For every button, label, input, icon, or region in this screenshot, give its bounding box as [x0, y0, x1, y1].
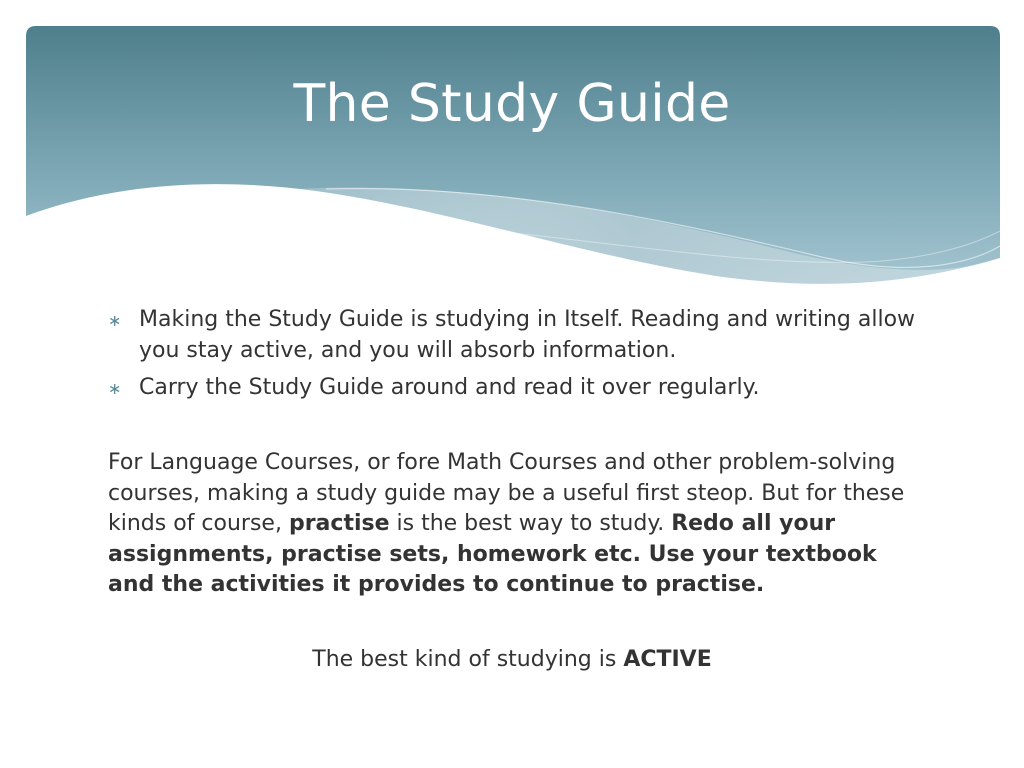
paragraph-text: For Language Courses, or fore Math Courses and other problem-solving courses, making a study guide may be a useful first steop. But for these kinds of course,: [108, 450, 905, 536]
title-banner: [26, 26, 1000, 296]
wave-banner-graphic: [26, 26, 1000, 296]
emphasis-text: Redo all your assignments, practise sets, homework etc. Use your textbook and the activities it provides to continue to practise.: [108, 511, 877, 597]
asterisk-bullet-icon: ∗: [108, 311, 122, 330]
closing-text: The best kind of studying is: [312, 647, 624, 672]
bullet-text: Making the Study Guide is studying in Itself. Reading and writing allow you stay active, and you will absorb information.: [139, 307, 916, 363]
bullet-item: [108, 304, 928, 366]
emphasis-text: practise: [288, 511, 390, 536]
closing-emphasis: ACTIVE: [623, 647, 712, 672]
closing-statement: [0, 645, 1024, 675]
bullet-list: [108, 304, 928, 409]
bullet-item: [108, 372, 928, 403]
paragraph-text: is the best way to study.: [389, 511, 672, 536]
body-paragraph: [108, 448, 928, 601]
bullet-text: Carry the Study Guide around and read it over regularly.: [139, 375, 760, 400]
asterisk-bullet-icon: ∗: [108, 379, 122, 398]
slide-title: The Study Guide: [293, 74, 731, 134]
